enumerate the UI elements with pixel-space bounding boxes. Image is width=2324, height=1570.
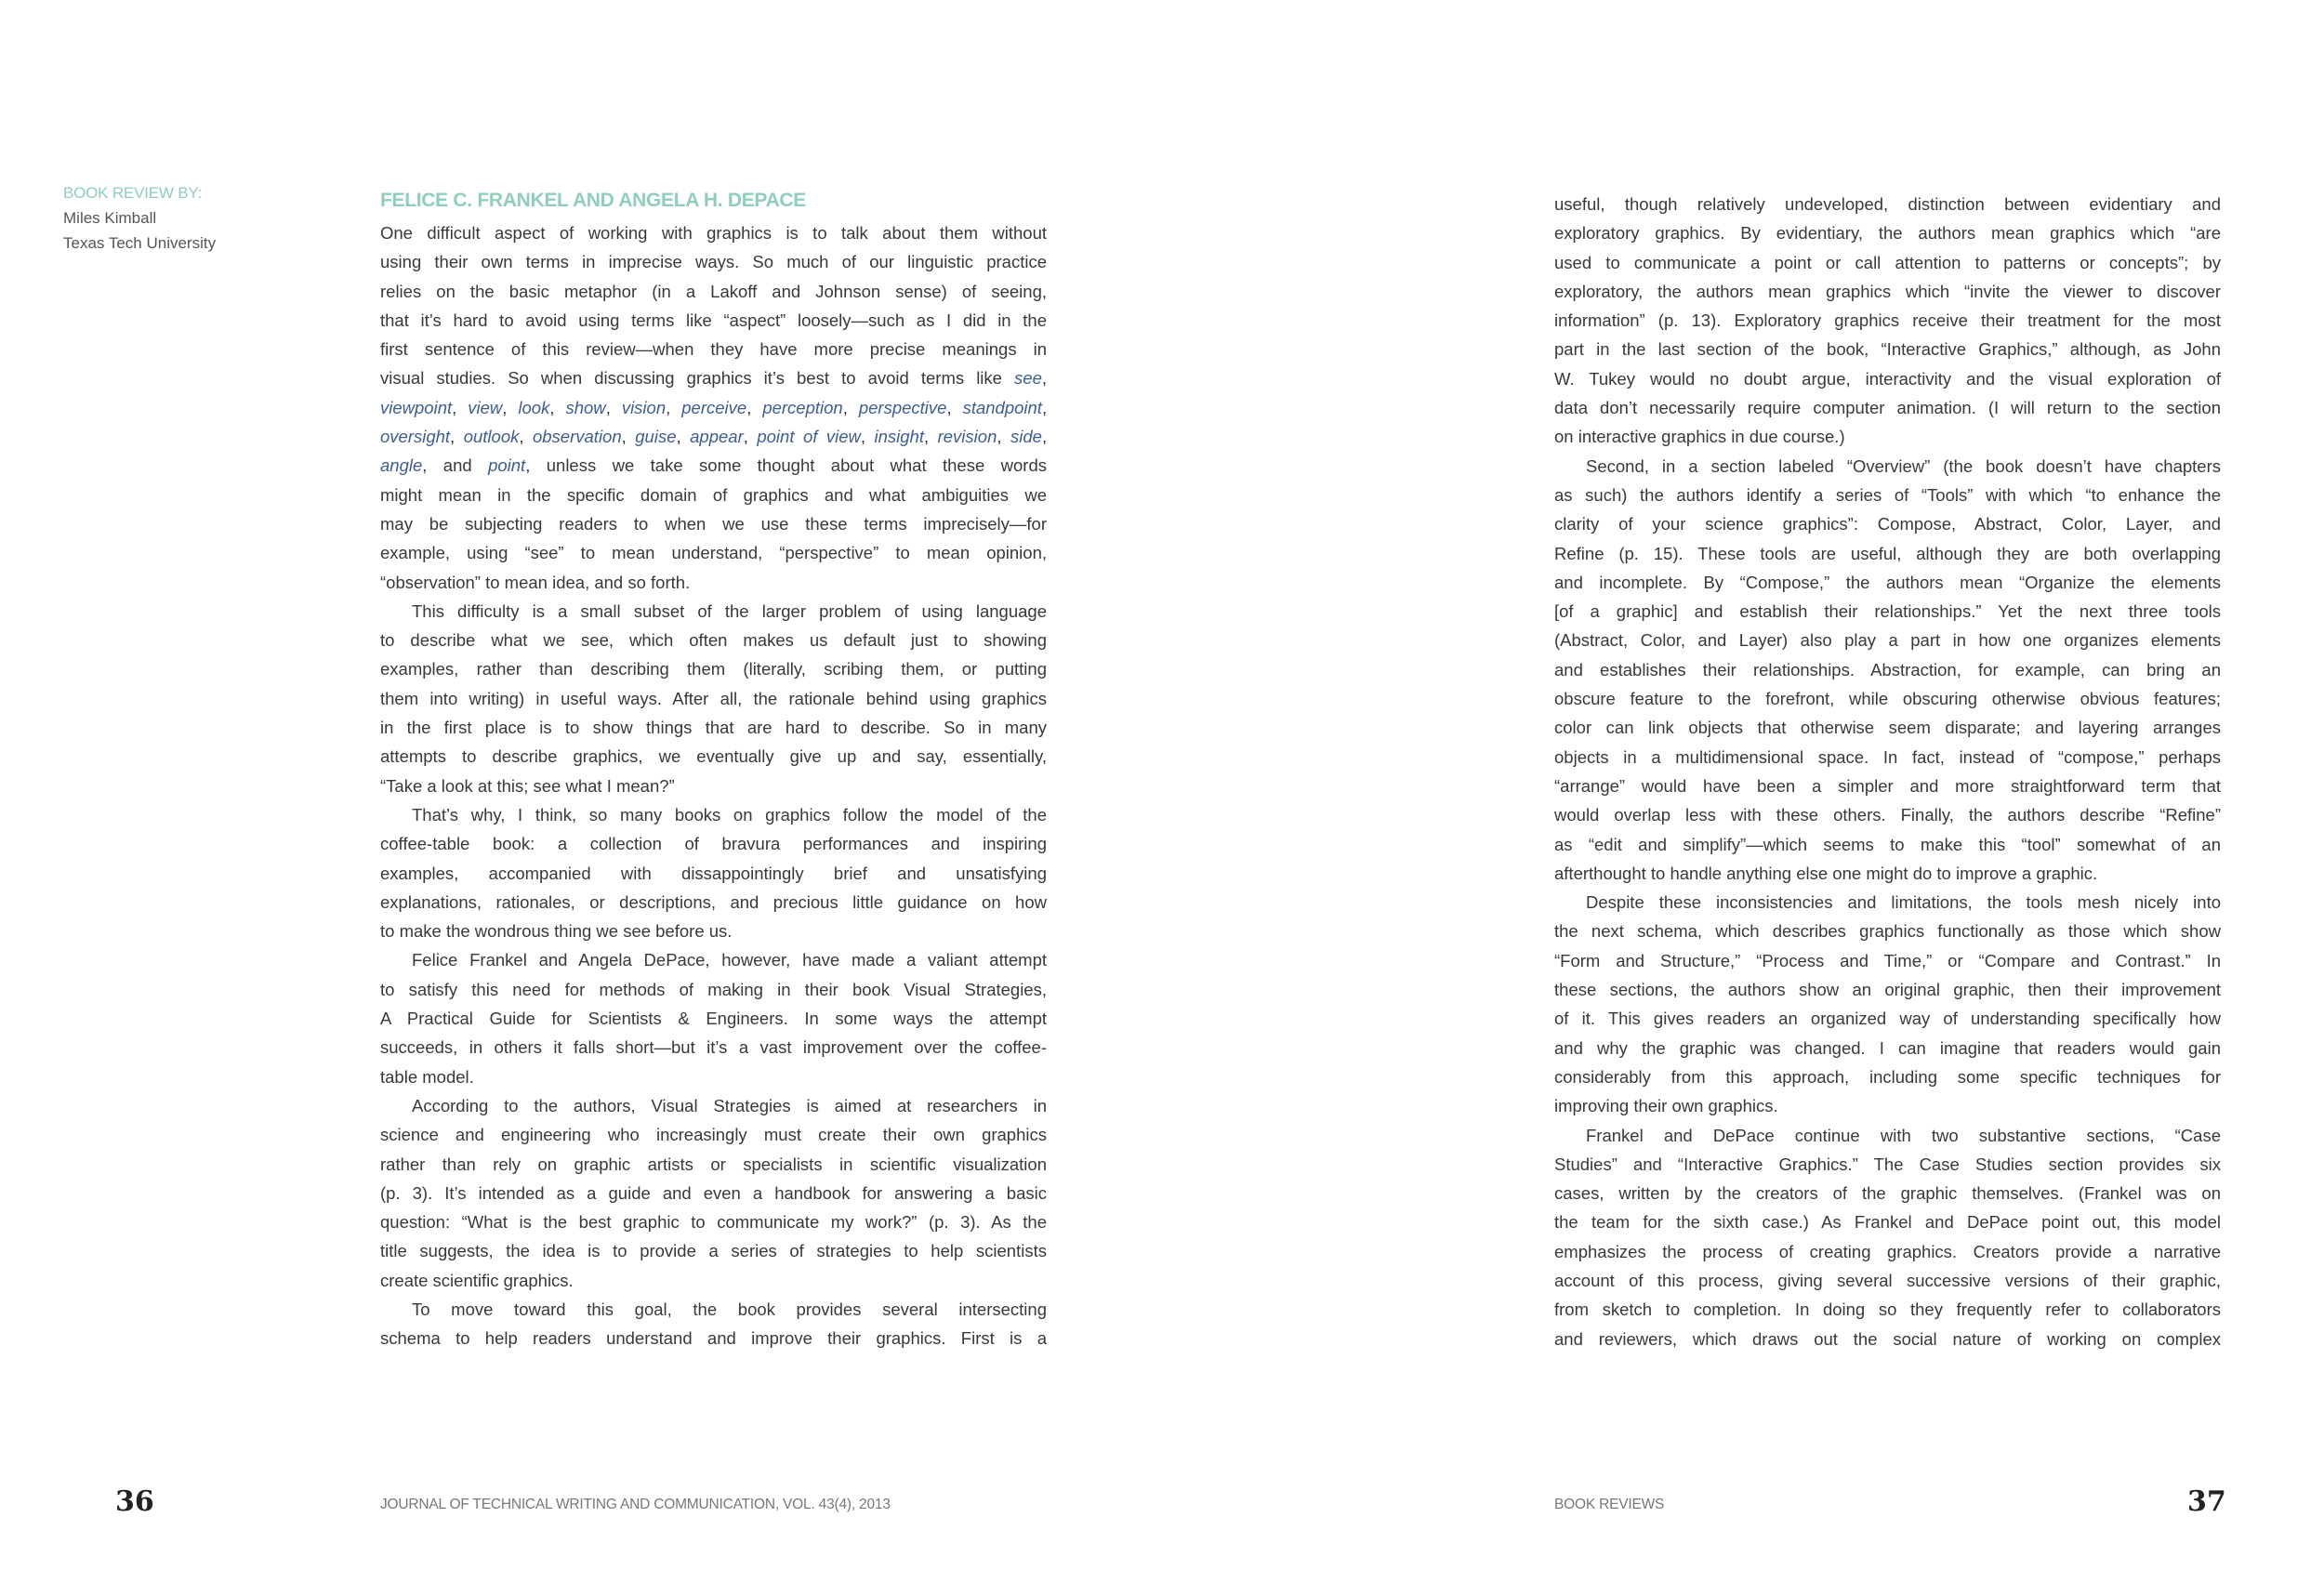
text-line (380, 422, 1047, 451)
text-line: improving their own graphics. (1554, 1096, 1778, 1116)
emphasized-term: perception (762, 397, 843, 417)
emphasized-term: point of view (757, 427, 861, 447)
text-line: That’s why, I think, so many books on graphics follow the model of the (412, 804, 1047, 825)
review-heading: FELICE C. FRANKEL AND ANGELA H. DEPACE (380, 190, 807, 211)
text-line: Frankel and DePace continue with two substantive sections, “Case (1586, 1125, 2221, 1145)
text-line: as such) the authors identify a series of “Tools” with which “to enhance the (1554, 484, 2221, 505)
text-line: “Take a look at this; see what I mean?” (380, 775, 675, 796)
text-line: to describe what we see, which often makes us default just to showing (380, 630, 1047, 651)
text-line: considerably from this approach, including some specific techniques for (1554, 1066, 2221, 1087)
text-segment: , (605, 397, 622, 417)
emphasized-term: angle (380, 455, 423, 476)
text-segment: , and (422, 455, 489, 476)
emphasized-term: perceive (681, 397, 747, 417)
text-segment: , (502, 397, 519, 417)
text-line: exploratory, the authors mean graphics which “invite the viewer to discover (1554, 281, 2221, 301)
text-segment: , (860, 427, 875, 447)
text-line: them into writing) in useful ways. After all, the rationale behind using graphics (380, 688, 1047, 708)
text-line: obscure feature to the forefront, while obscuring otherwise obvious features; (1554, 689, 2221, 709)
emphasized-term: oversight (380, 427, 451, 447)
left-text-column (380, 218, 1047, 1353)
text-line: useful, though relatively undeveloped, distinction between evidentiary and (1554, 194, 2221, 214)
text-line: According to the authors, Visual Strategies is aimed at researchers in (412, 1095, 1047, 1115)
text-segment: visual studies. So when discussing graphics it’s best to avoid terms like (380, 368, 1015, 389)
text-line: exploratory graphics. By evidentiary, the authors mean graphics which “are (1554, 223, 2221, 244)
review-byline (63, 180, 216, 256)
emphasized-term: standpoint (962, 397, 1042, 417)
text-line: and reviewers, which draws out the social nature of working on complex (1554, 1328, 2221, 1349)
text-line: used to communicate a point or call attention to patterns or concepts”; by (1554, 252, 2221, 272)
text-line (380, 451, 1047, 480)
emphasized-term: insight (874, 427, 924, 447)
text-line: on interactive graphics in due course.) (1554, 427, 1845, 447)
text-line: first sentence of this review—when they have more precise meanings in (380, 339, 1047, 360)
text-line: Despite these inconsistencies and limitations, the tools mesh nicely into (1586, 892, 2221, 913)
text-line: emphasizes the process of creating graphics. Creators provide a narrative (1554, 1241, 2221, 1261)
text-line: One difficult aspect of working with graphics is to talk about them without (380, 223, 1047, 243)
text-line: may be subjecting readers to when we use these terms imprecisely—for (380, 513, 1047, 534)
text-line: in the first place is to show things that are hard to describe. So in many (380, 718, 1047, 738)
right-text-column (1554, 190, 2221, 1353)
text-line: Second, in a section labeled “Overview” (the book doesn’t have chapters (1586, 455, 2221, 476)
text-line: information” (p. 13). Exploratory graphics receive their treatment for the most (1554, 310, 2221, 331)
text-segment: , unless we take some thought about what these words (525, 455, 1047, 476)
text-line: schema to help readers understand and improve their graphics. First is a (380, 1328, 1047, 1349)
text-line: W. Tukey would no doubt argue, interactivity and the visual exploration of (1554, 368, 2221, 389)
text-line: the next schema, which describes graphics functionally as those which show (1554, 921, 2221, 942)
emphasized-term: revision (937, 427, 997, 447)
text-segment: , (452, 397, 469, 417)
text-line: question: “What is the best graphic to communicate my work?” (p. 3). As the (380, 1212, 1047, 1233)
text-segment: , (1041, 368, 1047, 389)
emphasized-term: viewpoint (380, 397, 453, 417)
text-line: create scientific graphics. (380, 1270, 574, 1290)
emphasized-term: appear (690, 427, 744, 447)
emphasized-term: guise (635, 427, 677, 447)
text-segment: , (842, 397, 859, 417)
text-line: part in the last section of the book, “Interactive Graphics,” although, as John (1554, 339, 2221, 360)
reviewer-name: Miles Kimball (63, 209, 157, 227)
emphasized-term: observation (532, 427, 622, 447)
text-line: to make the wondrous thing we see before us. (380, 921, 733, 942)
text-segment: , (1041, 427, 1048, 447)
text-line: examples, rather than describing them (literally, scribing them, or putting (380, 659, 1047, 679)
text-line: A Practical Guide for Scientists & Engineers. In some ways the attempt (380, 1009, 1047, 1029)
text-line: (Abstract, Color, and Layer) also play a part in how one organizes elements (1554, 630, 2221, 651)
journal-footer: JOURNAL OF TECHNICAL WRITING AND COMMUNICATION, VOL. 43(4), 2013 (380, 1497, 891, 1512)
text-line: and incomplete. By “Compose,” the authors mean “Organize the elements (1554, 572, 2221, 592)
text-line: [of a graphic] and establish their relationships.” Yet the next three tools (1554, 601, 2221, 622)
text-line: examples, accompanied with dissappointingly brief and unsatisfying (380, 863, 1047, 883)
emphasized-term: side (1010, 427, 1042, 447)
text-line: color can link objects that otherwise seem disparate; and layering arranges (1554, 718, 2221, 738)
text-line: account of this process, giving several successive versions of their graphic, (1554, 1270, 2221, 1290)
text-segment: , (946, 397, 963, 417)
text-line: attempts to describe graphics, we eventually give up and say, essentially, (380, 746, 1047, 767)
text-line: using their own terms in imprecise ways. So much of our linguistic practice (380, 252, 1047, 272)
section-footer: BOOK REVIEWS (1554, 1497, 1665, 1512)
text-line: This difficulty is a small subset of the larger problem of using language (412, 600, 1047, 621)
text-line: explanations, rationales, or descriptions, and precious little guidance on how (380, 891, 1047, 912)
text-line: Refine (p. 15). These tools are useful, although they are both overlapping (1554, 543, 2221, 563)
text-line: clarity of your science graphics”: Compose, Abstract, Color, Layer, and (1554, 514, 2221, 534)
text-line: and establishes their relationships. Abstraction, for example, can bring an (1554, 659, 2221, 679)
emphasized-term: view (468, 397, 503, 417)
text-line: title suggests, the idea is to provide a series of strategies to help scientists (380, 1241, 1047, 1261)
text-segment: , (997, 427, 1010, 447)
reviewer-affiliation: Texas Tech University (63, 234, 217, 252)
text-line: Felice Frankel and Angela DePace, however, have made a valiant attempt (412, 950, 1047, 970)
text-line: that it’s hard to avoid using terms like “aspect” loosely—such as I did in the (380, 310, 1047, 330)
text-line: Studies” and “Interactive Graphics.” The Case Studies section provides six (1554, 1154, 2221, 1174)
emphasized-term: outlook (463, 427, 520, 447)
text-line: objects in a multidimensional space. In fact, instead of “compose,” perhaps (1554, 746, 2221, 767)
text-line: afterthought to handle anything else one might do to improve a graphic. (1554, 863, 2098, 883)
text-line: from sketch to completion. In doing so they frequently refer to collaborators (1554, 1300, 2221, 1320)
text-line: cases, written by the creators of the graphic themselves. (Frankel was on (1554, 1183, 2221, 1204)
text-segment: , (743, 427, 758, 447)
text-line: coffee-table book: a collection of bravura performances and inspiring (380, 834, 1047, 854)
text-line: To move toward this goal, the book provides several intersecting (412, 1299, 1047, 1319)
emphasized-term: perspective (858, 397, 947, 417)
text-line: example, using “see” to mean understand, “perspective” to mean opinion, (380, 543, 1047, 563)
text-line: data don’t necessarily require computer animation. (I will return to the section (1554, 398, 2221, 418)
text-line: to satisfy this need for methods of making in their book Visual Strategies, (380, 979, 1047, 999)
text-line (380, 393, 1047, 422)
text-line: (p. 3). It’s intended as a guide and even a handbook for answering a basic (380, 1182, 1047, 1203)
text-line: would overlap less with these others. Finally, the authors describe “Refine” (1554, 805, 2221, 825)
left-page-number: 36 (115, 1485, 154, 1518)
text-segment: , (549, 397, 566, 417)
emphasized-term: see (1014, 368, 1042, 389)
text-line: “observation” to mean idea, and so forth. (380, 572, 691, 592)
text-line: table model. (380, 1066, 474, 1087)
text-line: as “edit and simplify”—which seems to make this “tool” somewhat of an (1554, 834, 2221, 854)
emphasized-term: show (565, 397, 606, 417)
text-line: of it. This gives readers an organized way of understanding specifically how (1554, 1009, 2221, 1029)
text-line: science and engineering who increasingly must create their own graphics (380, 1125, 1047, 1145)
text-segment: , (923, 427, 938, 447)
text-line (380, 363, 1047, 392)
byline-label: BOOK REVIEW BY: (63, 184, 203, 202)
text-line: rather than rely on graphic artists or specialists in scientific visualization (380, 1154, 1047, 1174)
text-line: “Form and Structure,” “Process and Time,” or “Compare and Contrast.” In (1554, 950, 2221, 970)
text-line: relies on the basic metaphor (in a Lakoff and Johnson sense) of seeing, (380, 281, 1047, 301)
text-segment: , (450, 427, 464, 447)
emphasized-term: vision (621, 397, 667, 417)
text-line: the team for the sixth case.) As Frankel and DePace point out, this model (1554, 1212, 2221, 1233)
text-segment: , (621, 427, 636, 447)
text-segment: , (519, 427, 533, 447)
text-segment: , (676, 427, 691, 447)
text-segment: , (746, 397, 763, 417)
text-line: succeeds, in others it falls short—but it’s a vast improvement over the coffee- (380, 1037, 1047, 1058)
text-line: “arrange” would have been a simpler and more straightforward term that (1554, 775, 2221, 796)
text-line: these sections, the authors show an original graphic, then their improvement (1554, 980, 2221, 1000)
right-page-number: 37 (2187, 1485, 2226, 1518)
text-segment: , (666, 397, 682, 417)
emphasized-term: point (488, 455, 526, 476)
text-segment: , (1041, 397, 1048, 417)
text-line: might mean in the specific domain of graphics and what ambiguities we (380, 484, 1047, 505)
text-line: and why the graphic was changed. I can imagine that readers would gain (1554, 1037, 2221, 1058)
emphasized-term: look (518, 397, 550, 417)
